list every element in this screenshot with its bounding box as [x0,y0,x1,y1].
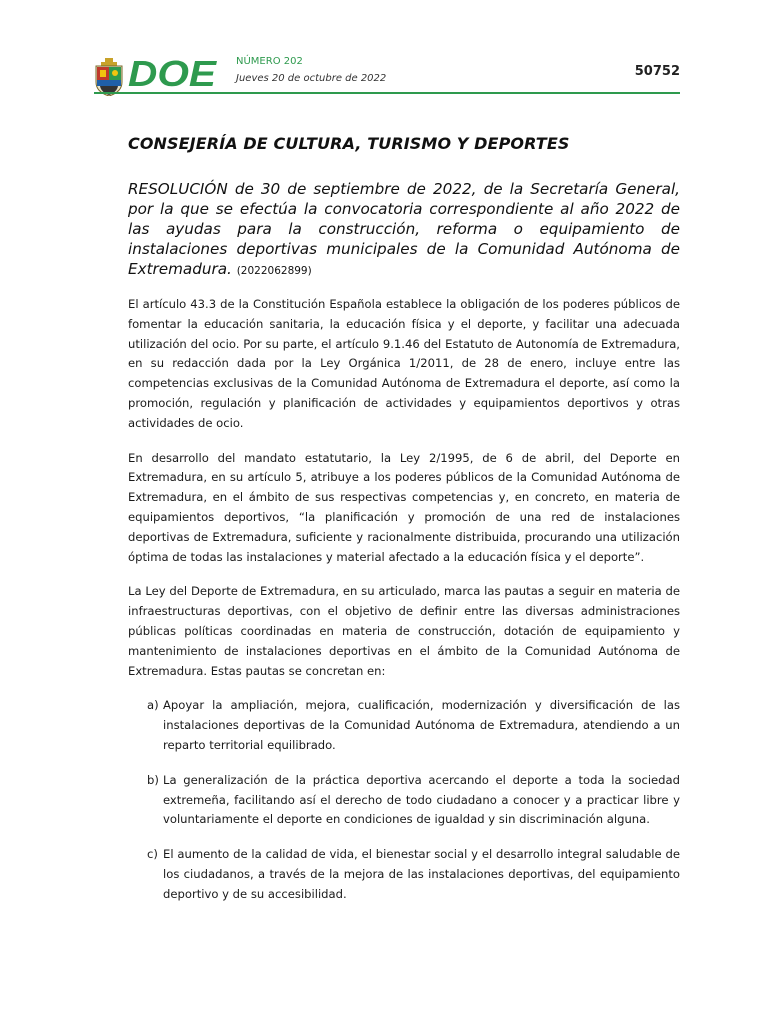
paragraph: El artículo 43.3 de la Constitución Española establece la obligación de los poderes públicos de fomentar la educación sanitaria, la educación física y el deporte, y facilitar una adecuada utilización del ocio. Por su parte, el artículo 9.1.46 del Estatuto de Autonomía de Extremadura, en su redacción dada por la Ley Orgánica 1/2011, de 28 de enero, incluye entre las competencias exclusivas de la Comunidad Autónoma de Extremadura el deporte, así como la promoción, regulación y planificación de actividades y equipamientos deportivos y otras actividades de ocio. [128,297,680,430]
list-marker: b) [147,772,159,787]
paragraph: En desarrollo del mandato estatutario, la Ley 2/1995, de 6 de abril, del Deporte en Extremadura, en su artículo 5, atribuye a los poderes públicos de la Comunidad Autónoma de Extremadura, en el ámbito de sus respectivas competencias y, en concreto, en materia de equipamientos deportivos, “la planificación y promoción de una red de instalaciones deportivas de Extremadura, suficiente y racionalmente distribuida, procurando una utilización óptima de todas las instalaciones y material afectado a la educación física y el deporte”. [128,450,680,564]
list-item-text: El aumento de la calidad de vida, el bienestar social y el desarrollo integral saludable de los ciudadanos, a través de la mejora de las instalaciones deportivas, del equipamiento deportivo y de su accesibilidad. [163,847,680,901]
issue-number: NÚMERO 202 [236,56,303,67]
list-item [128,696,680,755]
doe-logo [128,56,218,92]
resolution-heading [128,179,680,281]
list-marker: c) [147,847,158,862]
doe-logo-text: DOE [128,56,218,92]
paragraph: La Ley del Deporte de Extremadura, en su articulado, marca las pautas a seguir en materia de infraestructuras deportivas, con el objetivo de definir entre las diversas administraciones públicas políticas coordinadas en materia de construcción, dotación de equipamiento y mantenimiento de instalaciones deportivas en el ámbito de la Comunidad Autónoma de Extremadura. Estas pautas se concretan en: [128,584,680,678]
guidelines-list [128,696,680,904]
section-title: CONSEJERÍA DE CULTURA, TURISMO Y DEPORTES [128,134,570,153]
document-body [128,134,680,920]
page-number: 50752 [634,64,680,79]
coat-of-arms-icon [94,58,124,96]
list-item [128,845,680,904]
list-item [128,771,680,830]
list-marker: a) [147,698,159,713]
page-header [94,54,680,94]
resolution-text: RESOLUCIÓN de 30 de septiembre de 2022, de la Secretaría General, por la que se efectúa la convocatoria correspondiente al año 2022 de las ayudas para la construcción, reforma o equipamiento de instalaciones deportivas municipales de la Comunidad Autónoma de Extremadura. [128,180,680,278]
header-rule [94,92,680,94]
list-item-text: La generalización de la práctica deportiva acercando el deporte a toda la sociedad extremeña, facilitando así el derecho de todo ciudadano a conocer y a practicar libre y voluntariamente el deporte en condiciones de igualdad y sin discriminación alguna. [163,772,680,827]
resolution-code: (2022062899) [236,265,312,277]
issue-date: Jueves 20 de octubre de 2022 [236,73,387,84]
list-item-text: Apoyar la ampliación, mejora, cualificación, modernización y diversificación de las instalaciones deportivas de la Comunidad Autónoma de Extremadura, atendiendo a un reparto territorial equilibrado. [163,698,680,752]
